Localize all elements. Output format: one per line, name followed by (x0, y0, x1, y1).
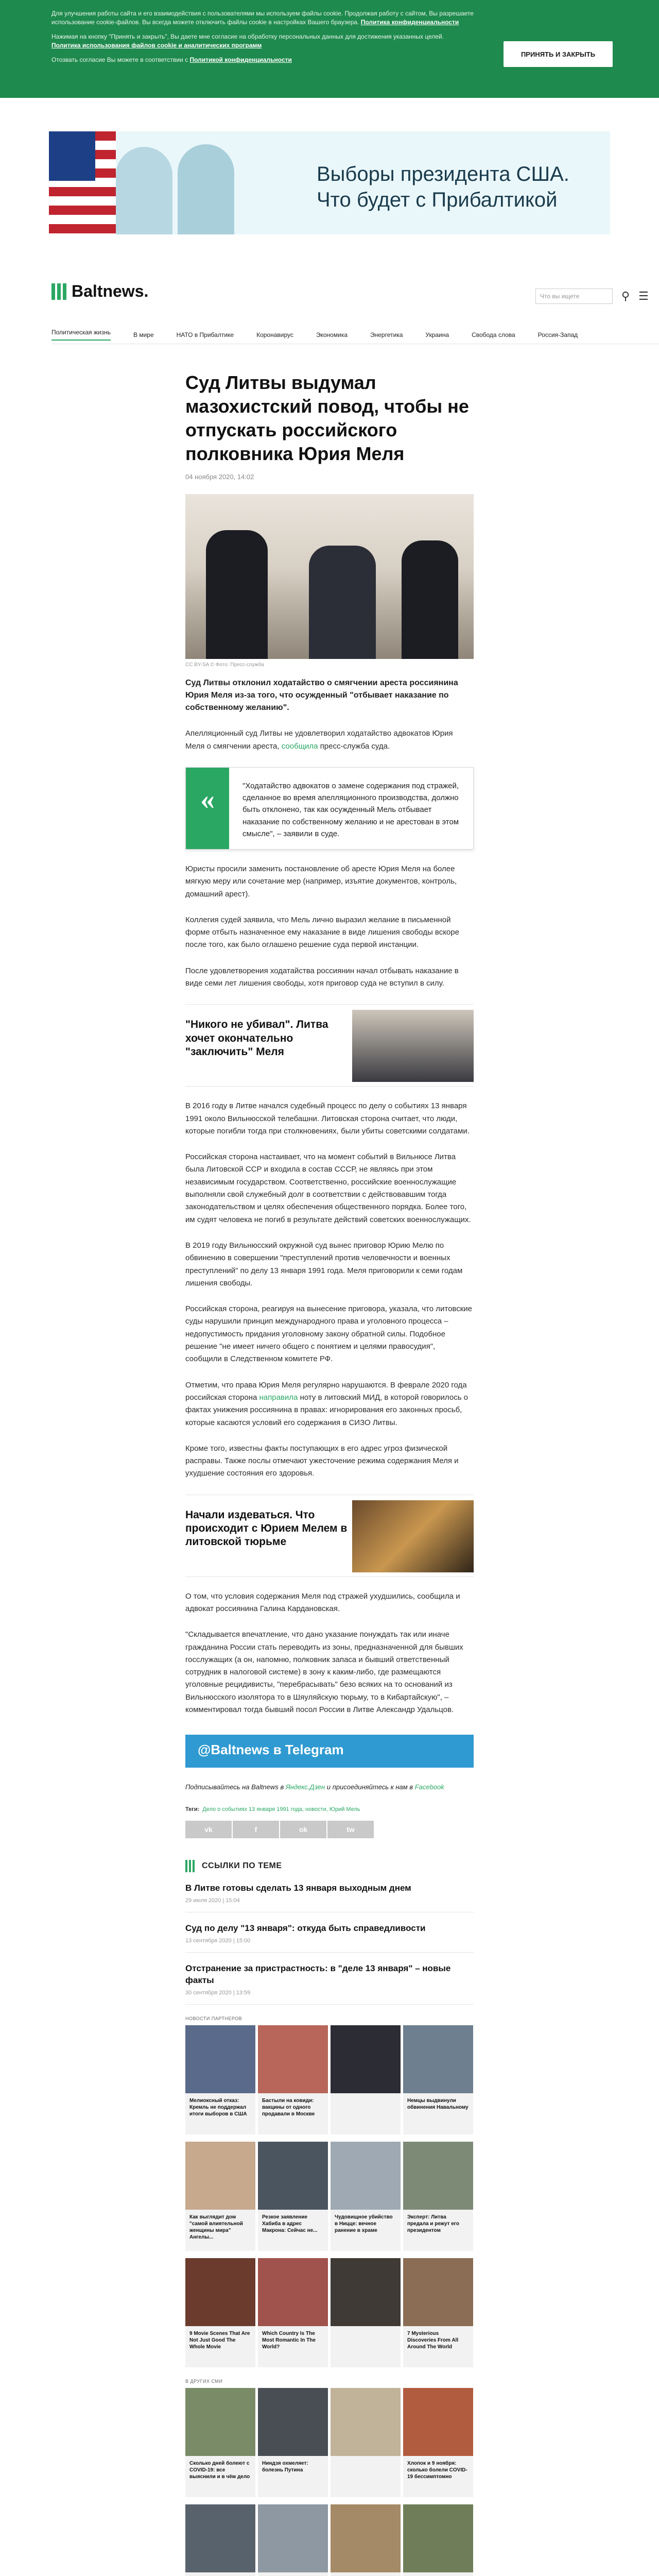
logo-icon (51, 283, 66, 300)
related-thumbnail (352, 1500, 474, 1572)
partner-news-grid (185, 2025, 474, 2134)
note-link[interactable]: направила (259, 1393, 298, 1402)
news-card[interactable]: Хлопок и 9 ноября: сколько болели COVID-19 бессимптомно (403, 2388, 473, 2497)
news-card[interactable]: Бастыли на ковиди: вакцины от одного продавали в Москве (258, 2025, 328, 2134)
search-icon[interactable]: ⚲ (621, 290, 630, 302)
source-link[interactable]: сообщила (281, 741, 318, 751)
related-link[interactable]: Суд по делу "13 января": откуда быть справедливости 13 сентября 2020 | 15:00 (185, 1912, 474, 1953)
us-flag-graphic (49, 131, 116, 234)
nav-item[interactable]: Россия-Запад (537, 331, 578, 338)
news-card[interactable] (331, 2504, 401, 2576)
news-card[interactable]: Эксперт: Литва предала и режут его президентом (403, 2142, 473, 2251)
news-card[interactable]: Резкое заявление Хабиба в адрес Макрона: Сейчас не... (258, 2142, 328, 2251)
share-facebook-button[interactable]: f (233, 1821, 279, 1838)
facebook-link[interactable]: Facebook (414, 1783, 444, 1791)
news-card[interactable]: Сколько дней болеют с COVID-19: все выяснили и в чём дело (185, 2388, 255, 2497)
menu-icon[interactable]: ☰ (638, 290, 649, 302)
cookie-policy-link[interactable]: Политика использования файлов cookie и аналитических программ (51, 42, 262, 49)
privacy-policy-link[interactable]: Политика конфиденциальности (360, 19, 459, 26)
related-thumbnail (352, 1010, 474, 1082)
inline-related-article[interactable]: Начали издеваться. Что происходит с Юрием Мелем в литовской тюрьме (185, 1495, 474, 1577)
nav-item[interactable]: Украина (425, 331, 449, 338)
inline-related-article[interactable]: "Никого не убивал". Литва хочет окончательно "заключить" Меля (185, 1004, 474, 1087)
accept-cookies-button[interactable]: ПРИНЯТЬ И ЗАКРЫТЬ (504, 41, 613, 67)
quote-block: « "Ходатайство адвокатов о замене содержания под стражей, сделанное во время апелляционного производства, должно быть отклонено, так как осужденный Мель отбывает наказание по собственному желанию и не арестован в этом смысле", – заявили в суде. (185, 767, 474, 850)
photo-caption: CC BY-SA © Фото: Пресс-служба (185, 662, 264, 668)
related-section-title: ССЫЛКИ ПО ТЕМЕ (185, 1860, 474, 1872)
ad-illustration (116, 139, 250, 234)
news-card[interactable] (331, 2258, 401, 2367)
nav-item[interactable]: Энергетика (370, 331, 403, 338)
privacy-policy-link-2[interactable]: Политикой конфиденциальности (189, 56, 292, 63)
main-nav (51, 326, 659, 344)
news-card[interactable]: Как выглядит дом "самой влиятельной женщины мира" Ангелы... (185, 2142, 255, 2251)
nav-item[interactable]: Свобода слова (472, 331, 515, 338)
news-card[interactable] (258, 2504, 328, 2576)
cookie-text-2: Нажимая на кнопку "Принять и закрыть", Вы даете мне согласие на обработку персональных данных для достижения указанных целей. (51, 32, 444, 40)
share-ok-button[interactable]: ok (280, 1821, 326, 1838)
other-media-label: В ДРУГИХ СМИ (185, 2378, 223, 2384)
article-photo (185, 494, 474, 659)
nav-item[interactable]: Политическая жизнь (51, 329, 111, 341)
tag-links[interactable]: Дело о событиях 13 января 1991 года, новости, Юрий Мель (202, 1806, 360, 1813)
related-link[interactable]: Отстранение за пристрастность: в "деле 13 января" – новые факты 30 сентября 2020 | 13:59 (185, 1953, 474, 2005)
share-twitter-button[interactable]: tw (327, 1821, 374, 1838)
nav-item[interactable]: В мире (133, 331, 154, 338)
ad-banner[interactable] (49, 131, 610, 234)
nav-item[interactable]: Коронавирус (256, 331, 293, 338)
news-card[interactable] (185, 2504, 255, 2576)
news-card[interactable]: Немцы выдвинули обвинения Навальному (403, 2025, 473, 2134)
search-input[interactable]: Что вы ищете (535, 289, 613, 304)
partner-news-label: НОВОСТИ ПАРТНЕРОВ (185, 2015, 242, 2021)
nav-item[interactable]: Экономика (316, 331, 348, 338)
cookie-banner (0, 0, 659, 98)
cookie-text-1: Для улучшения работы сайта и его взаимодействия с пользователями мы используем файлы cookie. Продолжая работу с сайтом, Вы разрешаете использование cookie-файлов. Вы всегда можете отключить файлы cookie в настройках Вашего браузера. (51, 10, 474, 26)
nav-item[interactable]: НАТО в Прибалтике (176, 331, 234, 338)
news-card[interactable] (331, 2025, 401, 2134)
news-card[interactable] (331, 2388, 401, 2497)
news-card[interactable]: 9 Movie Scenes That Are Not Just Good The Whole Movie (185, 2258, 255, 2367)
tags: Теги: Дело о событиях 13 января 1991 года, новости, Юрий Мель (185, 1806, 360, 1813)
quote-icon: « (186, 768, 229, 849)
news-card[interactable] (403, 2504, 473, 2576)
site-logo[interactable]: Baltnews. (51, 282, 148, 301)
news-card[interactable]: Чудовищное убийство в Ницце: вечное ранение в храме (331, 2142, 401, 2251)
share-vk-button[interactable]: vk (185, 1821, 232, 1838)
ad-title: Выборы президента США. Что будет с Прибалтикой (317, 163, 569, 211)
share-buttons (185, 1821, 474, 1838)
article-title: Суд Литвы выдумал мазохистский повод, чтобы не отпускать российского полковника Юрия Меля (185, 372, 469, 465)
news-card[interactable]: Which Country Is The Most Romantic In The World? (258, 2258, 328, 2367)
article: Суд Литвы выдумал мазохистский повод, чтобы не отпускать российского полковника Юрия Меля 04 ноября 2020, 14:02 CC BY-SA © Фото: Пресс-служба Суд Литвы отклонил ходатайство о смягчении ареста россиянина Юрия Меля из-за того, что осужденный "отбывает наказание по собственному желанию". Апелляционный суд Литвы не удовлетворил ходатайство адвокатов Юрия Меля о смягчении ареста, сообщила пресс-служба суда. « "Ходатайство адвокатов о замене содержания под стражей, сделанное во время апелляционного производства, должно быть отклонено, так как осужденный Мель отбывает наказание по собственному желанию и не арестован в этом смысле", – заявили в суде. Юристы просили заменить постановление об аресте Юрия Меля на более мягкую меру или сочетание мер (например, изъятие документов, контроль, домашний арест). Коллегия судей заявила, что Мель лично выразил желание в письменной форме отбыть назначенное ему наказание в виде лишения свободы вскоре после того, как было оглашено решение суда первой инстанции. После удовлетворения ходатайства россиянин начал отбывать наказание в виде семи лет лишения свободы, хотя приговор суда не вступил в силу. "Никого не убивал". Литва хочет окончательно "заключить" Меля В 2016 году в Литве начался судебный процесс по делу о событиях 13 января 1991 около Вильнюсской телебашни. Литовская сторона считает, что люди, которые погибли тогда при столкновениях, были убиты советскими солдатами. Российская сторона настаивает, что на момент событий в Вильнюсе Литва была Литовской ССР и входила в состав СССР, не являясь при этом независимым государством. Соответственно, российские военнослужащие выполняли свой служебный долг в соответствии с действовавшим тогда законодательством и целях обеспечения общественного порядка. Более того, им судят человека не погиб в результате действий советских военнослужащих. В 2019 году Вильнюсский окружной суд вынес приговор Юрию Мелю по обвинению в совершении "преступлений против человечности и военных преступлений" по делу 13 января 1991 года. Меля приговорили к семи годам лишения свободы. Российская сторона, реагируя на вынесение приговора, указала, что литовские суды нарушили принцип международного права и уголовного процесса – недопустимость придания уголовному закону обратной силы. Подобное решение "не имеет ничего общего с понятием и целями правосудия", сообщили в Следственном комитете РФ. Отметим, что права Юрия Меля регулярно нарушаются. В феврале 2020 года российская сторона направила ноту в литовский МИД, в которой говорилось о фактах унижения россиянина в правах: игнорирования его законных просьб, которые касаются условий его содержания в СИЗО Литвы. Кроме того, известны факты поступающих в его адрес угроз физической расправы. Также послы отмечают ужесточение режима содержания Меля и ухудшение состояния его здоровья. Начали издеваться. Что происходит с Юрием Мелем в литовской тюрьме О том, что условия содержания Меля под стражей ухудшились, сообщила и адвокат россиянина Галина Кардановская. "Складывается впечатление, что дано указание понуждать так или иначе гражданина России стать переводить из зоны, предназначенной для бывших госслужащих (а он, напомню, полковник запаса и бывший ответственный сотрудник в налоговой системе) в зону к каким-либо, где размещаются уголовные рецидивисты, "перебрасывать" безо всяких на то оснований из Вильнюсского изолятора то в Шяуляйскую тюрьму, то в Кибартайскую", – комментировал тогда бывший посол России в Литве Александр Удальцов. @Baltnews в Telegram Подписывайтесь на Baltnews в Яндекс.Дзен и присоединяйтесь к нам в Facebook Теги: Дело о событиях 13 января 1991 года, новости, Юрий Мель vk f ok tw ССЫЛКИ ПО ТЕМЕ В Литве готовы сделать 13 января выходным днем 29 июля 2020 | 15:04 Суд по делу "13 января": откуда быть справедливости 13 сентября 2020 | 15:00 Отстранение за пристрастность: в "деле 13 января" – новые факты 30 сентября 2020 | 13:59 НОВОСТИ ПАРТНЕРОВ Мелиоксный отказ: Кремль не поддержал итоги выборов в США Бастыли на ковиди: вакцины от одного продавали в Москве Немцы выдвинули обвинения Навальному Как выглядит дом "самой влиятельной женщины мира" Ангелы... Резкое заявление Хабиба в адрес Макрона: Сейчас не... Чудовищное убийство в Ницце: вечное ранение в храме Эксперт: Литва предала и режут его президентом 9 Movie Scenes That Are Not Just Good The Whole Movie Which Country Is The Most Romantic In The World? 7 Mysterious Discoveries From All Around The World В ДРУГИХ СМИ Сколько дней болеют с COVID-19: все выяснили и в чём дело Ниндзя охмеляет: болезнь Путина Хлопок и 9 ноября: сколько болели COVID-19 бессимптомно (185, 371, 474, 2576)
news-card[interactable]: 7 Mysterious Discoveries From All Around The World (403, 2258, 473, 2367)
telegram-banner[interactable]: @Baltnews в Telegram (185, 1735, 474, 1768)
zen-link[interactable]: Яндекс.Дзен (285, 1783, 325, 1791)
article-lead: Суд Литвы отклонил ходатайство о смягчении ареста россиянина Юрия Меля из-за того, что осужденный "отбывает наказание по собственному желанию". (185, 679, 458, 713)
other-media-grid (185, 2388, 474, 2497)
cookie-text-3: Отозвать согласие Вы можете в соответствии с (51, 56, 188, 63)
related-link[interactable]: В Литве готовы сделать 13 января выходным днем 29 июля 2020 | 15:04 (185, 1872, 474, 1912)
news-card[interactable]: Мелиоксный отказ: Кремль не поддержал итоги выборов в США (185, 2025, 255, 2134)
news-card[interactable]: Ниндзя охмеляет: болезнь Путина (258, 2388, 328, 2497)
article-date: 04 ноября 2020, 14:02 (185, 473, 254, 481)
